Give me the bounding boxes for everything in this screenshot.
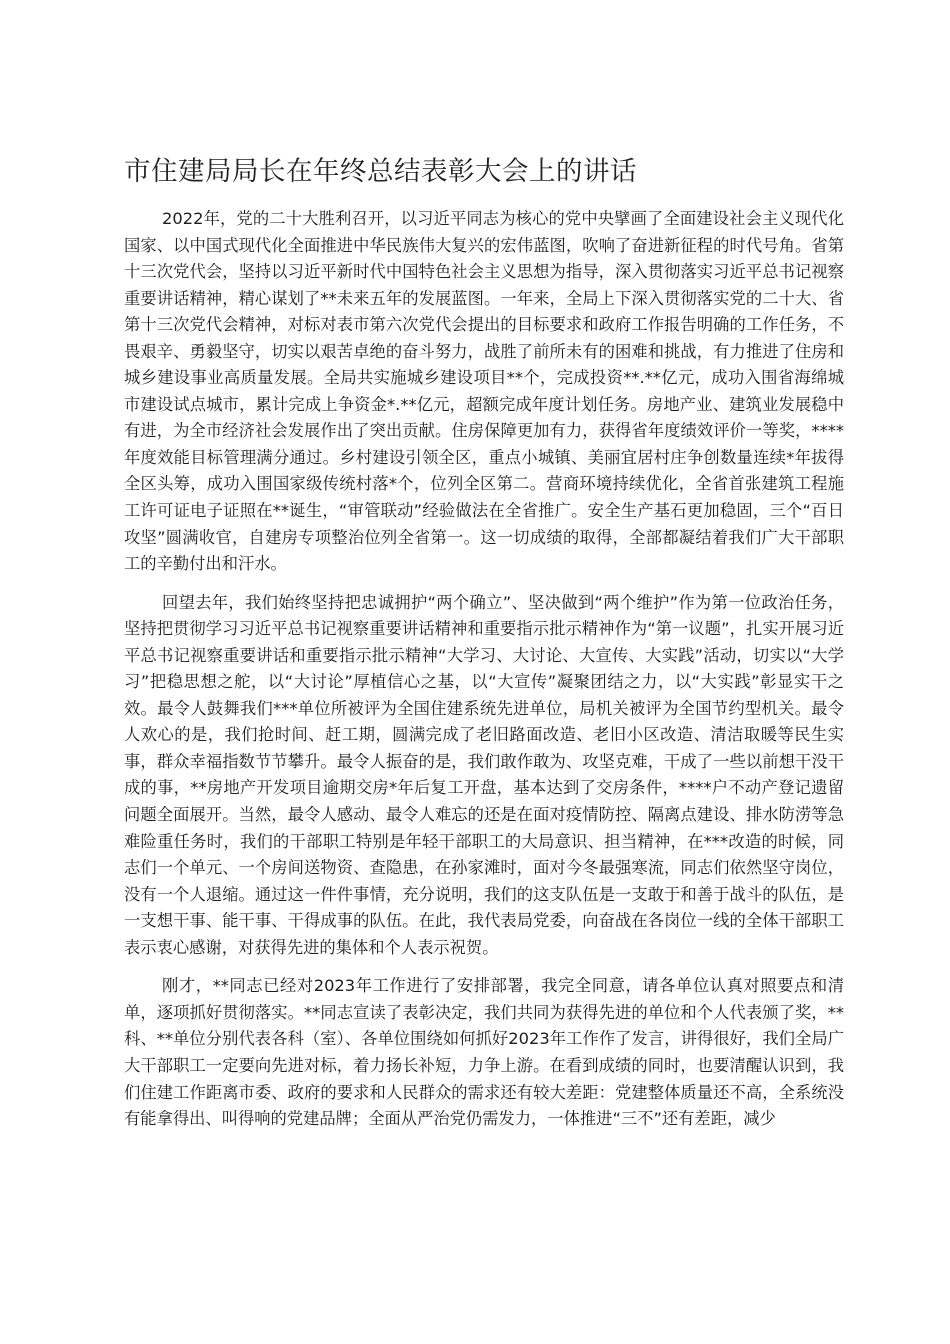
paragraph-1: 2022年，党的二十大胜利召开，以习近平同志为核心的党中央擘画了全面建设社会主义现代化国家、以中国式现代化全面推进中华民族伟大复兴的宏伟蓝图，吹响了奋进新征程的时代号角。省第十三次党代会，坚持以习近平新时代中国特色社会主义思想为指导，深入贯彻落实习近平总书记视察重要讲话精神，精心谋划了**未来五年的发展蓝图。一年来，全局上下深入贯彻落实党的二十大、省第十三次党代会精神，对标对表市第六次党代会提出的目标要求和政府工作报告明确的工作任务，不畏艰辛、勇毅坚守，切实以艰苦卓绝的奋斗努力，战胜了前所未有的困难和挑战，有力推进了住房和城乡建设事业高质量发展。全局共实施城乡建设项目**个，完成投资**.**亿元，成功入围省海绵城市建设试点城市，累计完成上争资金*.**亿元，超额完成年度计划任务。房地产业、建筑业发展稳中有进，为全市经济社会发展作出了突出贡献。住房保障更加有力，获得省年度绩效评价一等奖，****年度效能目标管理满分通过。乡村建设引领全区，重点小城镇、美丽宜居村庄争创数量连续*年拔得全区头筹，成功入围国家级传统村落*个，位列全区第二。营商环境持续优化，全省首张建筑工程施工许可证电子证照在**诞生，“审管联动”经验做法在全省推广。安全生产基石更加稳固，三个“百日攻坚”圆满收官，自建房专项整治位列全省第一。这一切成绩的取得，全部都凝结着我们广大干部职工的辛勤付出和汗水。 (124, 209, 844, 574)
document-body (124, 206, 844, 1145)
paragraph-3: 刚才，**同志已经对2023年工作进行了安排部署，我完全同意，请各单位认真对照要点和清单，逐项抓好贯彻落实。**同志宣读了表彰决定，我们共同为获得先进的单位和个人代表颁了奖，**科、**单位分别代表各科（室）、各单位围绕如何抓好2023年工作作了发言，讲得很好，我们全局广大干部职工一定要向先进对标，着力扬长补短，力争上游。在看到成绩的同时，也要清醒认识到，我们住建工作距离市委、政府的要求和人民群众的需求还有较大差距：党建整体质量还不高，全系统没有能拿得出、叫得响的党建品牌；全面从严治党仍需发力，一体推进“三不”还有差距，减少 (124, 976, 844, 1129)
paragraph-2: 回望去年，我们始终坚持把忠诚拥护“两个确立”、坚决做到“两个维护”作为第一位政治任务，坚持把贯彻学习习近平总书记视察重要讲话精神和重要指示批示精神作为“第一议题”，扎实开展习近平总书记视察重要讲话和重要指示批示精神“大学习、大讨论、大宣传、大实践”活动，切实以“大学习”把稳思想之舵，以“大讨论”厚植信心之基，以“大宣传”凝聚团结之力，以“大实践”彰显实干之效。最令人鼓舞我们***单位所被评为全国住建系统先进单位，局机关被评为全国节约型机关。最令人欢心的是，我们抢时间、赶工期，圆满完成了老旧路面改造、老旧小区改造、清洁取暖等民生实事，群众幸福指数节节攀升。最令人振奋的是，我们敢作敢为、攻坚克难，干成了一些以前想干没干成的事，**房地产开发项目逾期交房*年后复工开盘，基本达到了交房条件，****户不动产登记遗留问题全面展开。当然，最令人感动、最令人难忘的还是在面对疫情防控、隔离点建设、排水防涝等急难险重任务时，我们的干部职工特别是年轻干部职工的大局意识、担当精神，在***改造的时候，同志们一个单元、一个房间送物资、查隐患，在孙家滩时，面对今冬最强寒流，同志们依然坚守岗位，没有一个人退缩。通过这一件件事情，充分说明，我们的这支队伍是一支敢于和善于战斗的队伍，是一支想干事、能干事、干得成事的队伍。在此，我代表局党委，向奋战在各岗位一线的全体干部职工表示衷心感谢，对获得先进的集体和个人表示祝贺。 (124, 592, 844, 957)
page-title: 市住建局局长在年终总结表彰大会上的讲话 (124, 156, 637, 187)
